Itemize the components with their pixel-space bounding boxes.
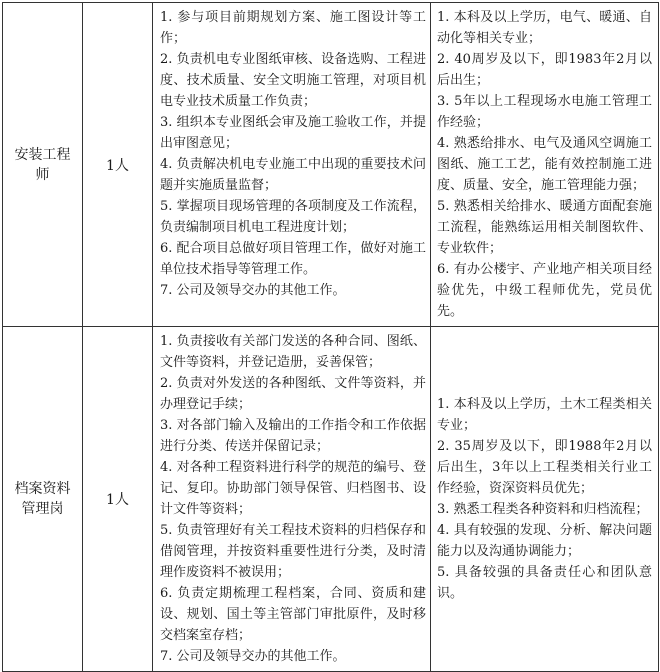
requirements-cell (431, 3, 659, 327)
table-row (3, 327, 659, 672)
requirement-item: 2. 35周岁及以下，即1988年2月以后出生，3年以上工程类相关行业工作经验，资深资料员优先； (437, 439, 652, 496)
headcount: 1人 (83, 3, 153, 327)
duty-item: 6. 配合项目总做好项目管理工作，做好对施工单位技术指导等管理工作。 (160, 241, 426, 277)
requirement-item: 3. 5年以上工程现场水电施工管理工作经验； (437, 94, 652, 130)
post-name: 档案资料管理岗 (3, 327, 83, 672)
duties-cell (153, 3, 431, 327)
post-name: 安装工程师 (3, 3, 83, 327)
requirement-item: 3. 熟悉工程类各种资料和归档流程； (437, 502, 649, 517)
duty-item: 7. 公司及领导交办的其他工作。 (160, 649, 346, 664)
requirement-item: 6. 有办公楼宇、产业地产相关项目经验优先，中级工程师优先，党员优先。 (437, 262, 652, 319)
duty-item: 3. 组织本专业图纸会审及施工验收工作，并提出审图意见； (160, 115, 426, 151)
duty-item: 5. 负责管理好有关工程技术资料的归档保存和借阅管理，并按资料重要性进行分类，及时清理作废资料不被误用； (160, 523, 426, 580)
duty-item: 4. 对各种工程资料进行科学的规范的编号、登记、复印。协助部门领导保管、归档图书、设计文件等资料； (160, 460, 426, 517)
duty-item: 2. 负责对外发送的各种图纸、文件等资料，并办理登记手续； (160, 376, 426, 412)
requirement-item: 5. 熟悉相关给排水、暖通方面配套施工流程，能熟练运用相关制图软件、专业软件； (437, 199, 652, 256)
duty-item: 2. 负责机电专业图纸审核、设备选购、工程进度、技术质量、安全文明施工管理，对项目机电专业技术质量工作负责； (160, 52, 426, 109)
duty-item: 3. 对各部门输入及输出的工作指令和工作依据进行分类、传送并保留记录； (160, 418, 426, 454)
duty-item: 5. 掌握项目现场管理的各项制度及工作流程，负责编制项目机电工程进度计划； (160, 199, 426, 235)
requirement-item: 1. 本科及以上学历，电气、暖通、自动化等相关专业； (437, 10, 652, 46)
duty-item: 6. 负责定期梳理工程档案，合同、资质和建设、规划、国土等主管部门审批原件，及时移交档案室存档； (160, 586, 426, 643)
table-row (3, 3, 659, 327)
requirement-item: 5. 具备较强的具备责任心和团队意识。 (437, 565, 652, 601)
requirement-item: 4. 熟悉给排水、电气及通风空调施工图纸、施工工艺，能有效控制施工进度、质量、安全，施工管理能力强； (437, 136, 652, 193)
requirement-item: 4. 具有较强的发现、分析、解决问题能力以及沟通协调能力； (437, 523, 652, 559)
requirement-item: 1. 本科及以上学历，土木工程类相关专业； (437, 397, 652, 433)
duties-cell (153, 327, 431, 672)
duty-item: 4. 负责解决机电专业施工中出现的重要技术问题并实施质量监督； (160, 157, 426, 193)
duty-item: 1. 参与项目前期规划方案、施工图设计等工作； (160, 10, 426, 46)
headcount: 1人 (83, 327, 153, 672)
duty-item: 1. 负责接收有关部门发送的各种合同、图纸、文件等资料，并登记造册，妥善保管； (160, 334, 426, 370)
requirement-item: 2. 40周岁及以下，即1983年2月以后出生； (437, 52, 652, 88)
requirements-cell (431, 327, 659, 672)
duty-item: 7. 公司及领导交办的其他工作。 (160, 283, 346, 298)
recruitment-table (2, 2, 659, 672)
